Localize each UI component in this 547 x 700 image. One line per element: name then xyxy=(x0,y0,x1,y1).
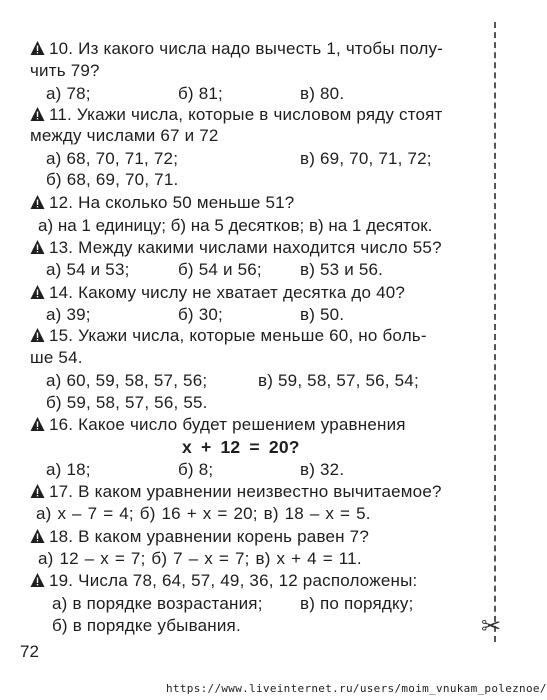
question-text: Какое число будет решением уравнения xyxy=(78,415,406,434)
question-continuation: чить 79? xyxy=(30,61,100,80)
option-c: в) 32. xyxy=(300,460,345,479)
warning-triangle-icon xyxy=(30,528,45,544)
question-number: 17. xyxy=(49,482,74,501)
source-url: https://www.liveinternet.ru/users/moim_vnukam_poleznoe/ xyxy=(166,682,547,695)
equation: x + 12 = 20? xyxy=(182,437,300,457)
question-text: Какому числу не хватает десятка до 40? xyxy=(78,283,406,302)
options-line: а) на 1 единицу; б) на 5 десятков; в) на 1 десяток. xyxy=(38,216,433,235)
option-b: б) 8; xyxy=(178,460,214,479)
question-text: На сколько 50 меньше 51? xyxy=(78,193,295,212)
question-text: Числа 78, 64, 57, 49, 36, 12 расположены: xyxy=(78,571,418,590)
scissors-icon: ✂ xyxy=(481,613,502,640)
question-15 xyxy=(30,326,427,346)
question-text: Укажи числа, которые меньше 60, но боль- xyxy=(78,326,427,345)
option-a: а) 18; xyxy=(46,460,91,479)
page-number: 72 xyxy=(20,642,39,661)
question-number: 15. xyxy=(49,326,74,345)
question-continuation: между числами 67 и 72 xyxy=(30,126,219,145)
question-continuation: ше 54. xyxy=(30,348,83,367)
option-b: б) 30; xyxy=(178,305,223,324)
question-number: 11. xyxy=(49,105,72,124)
option-c: в) 80. xyxy=(300,84,345,103)
question-19 xyxy=(30,571,417,591)
warning-triangle-icon xyxy=(30,194,45,210)
option-a: а) 68, 70, 71, 72; xyxy=(46,149,179,168)
option-a: а) 60, 59, 58, 57, 56; xyxy=(46,371,208,390)
question-14 xyxy=(30,283,405,303)
warning-triangle-icon xyxy=(30,327,45,343)
question-text: Между какими числами находится число 55? xyxy=(78,238,442,257)
question-number: 18. xyxy=(49,527,74,546)
question-number: 10. xyxy=(49,39,74,58)
question-number: 12. xyxy=(49,193,74,212)
option-a: а) в порядке возрастания; xyxy=(52,594,263,613)
question-number: 19. xyxy=(49,571,74,590)
warning-triangle-icon xyxy=(30,106,45,122)
option-a: а) 54 и 53; xyxy=(46,260,130,279)
question-text: Укажи числа, которые в числовом ряду стоят xyxy=(76,105,443,124)
warning-triangle-icon xyxy=(30,40,45,56)
warning-triangle-icon xyxy=(30,416,45,432)
question-11 xyxy=(30,105,443,125)
cut-line xyxy=(494,22,496,642)
option-b: б) 68, 69, 70, 71. xyxy=(46,170,179,189)
question-text: В каком уравнении корень равен 7? xyxy=(78,527,369,546)
warning-triangle-icon xyxy=(30,483,45,499)
question-text: Из какого числа надо вычесть 1, чтобы полу- xyxy=(78,39,444,58)
warning-triangle-icon xyxy=(30,284,45,300)
question-text: В каком уравнении неизвестно вычитаемое? xyxy=(78,482,442,501)
question-13 xyxy=(30,238,442,258)
option-c: в) 53 и 56. xyxy=(300,260,384,279)
question-16 xyxy=(30,415,406,435)
option-c: в) по порядку; xyxy=(300,594,414,613)
option-b: б) в порядке убывания. xyxy=(52,616,241,635)
option-a: а) 39; xyxy=(46,305,91,324)
warning-triangle-icon xyxy=(30,239,45,255)
question-number: 14. xyxy=(49,283,74,302)
option-b: б) 59, 58, 57, 56, 55. xyxy=(46,393,208,412)
options-line: а) 12 – x = 7; б) 7 – x = 7; в) x + 4 = 11. xyxy=(38,549,362,568)
question-18 xyxy=(30,527,369,547)
option-c: в) 69, 70, 71, 72; xyxy=(300,149,432,168)
option-c: в) 59, 58, 57, 56, 54; xyxy=(258,371,419,390)
question-12 xyxy=(30,193,294,213)
option-c: в) 50. xyxy=(300,305,345,324)
options-line: а) x – 7 = 4; б) 16 + x = 20; в) 18 – x = 5. xyxy=(36,504,371,523)
question-10 xyxy=(30,39,443,59)
question-17 xyxy=(30,482,442,502)
option-b: б) 54 и 56; xyxy=(178,260,262,279)
question-number: 16. xyxy=(49,415,74,434)
option-b: б) 81; xyxy=(178,84,223,103)
warning-triangle-icon xyxy=(30,572,45,588)
option-a: а) 78; xyxy=(46,84,91,103)
question-number: 13. xyxy=(49,238,74,257)
